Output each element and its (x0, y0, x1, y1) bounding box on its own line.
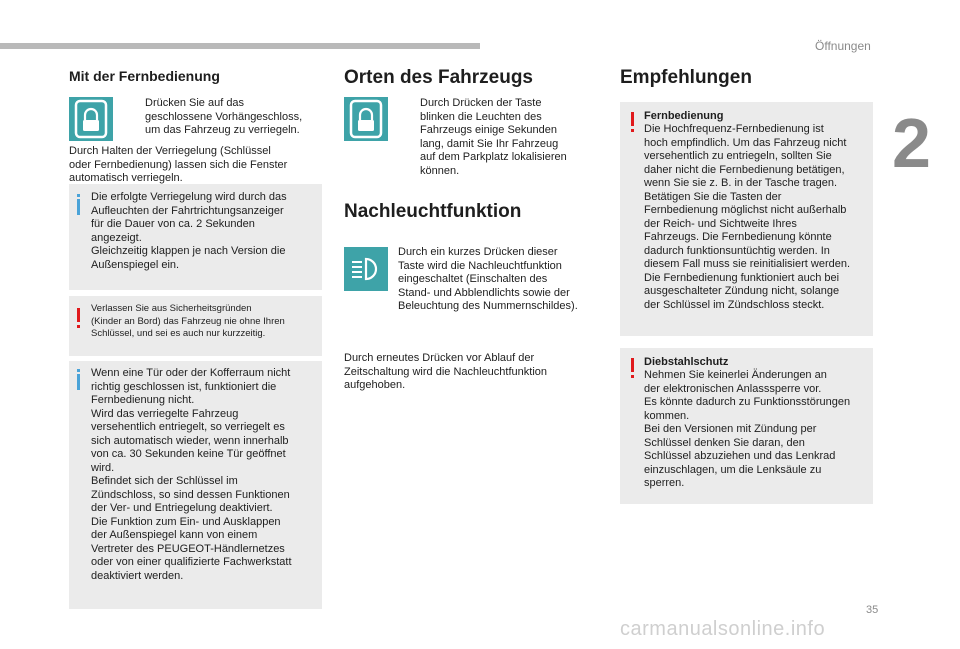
box-text-remote: Die Hochfrequenz-Fernbedienung ist hoch empfindlich. Um das Fahrzeug nicht versehentlich zu entriegeln, sollten Sie daher nicht die Fernbedienung betätigen, wenn Sie sie z. B. in der Tasche tragen. Betätigen Sie die Tasten der Fernbedienung möglichst nicht außerhalb der Reich- und Sichtweite Ihres Fahrzeugs. Die Fernbedienung könnte dadurch funktionsuntüchtig werden. In diesem Fall muss sie reinitialisiert werden. Die Fernbedienung funktioniert auch bei ausgeschalteter Zündung nicht, solange der Schlüssel im Zündschloss steckt. (644, 123, 851, 311)
warning-icon (631, 358, 634, 372)
box-title-remote: Fernbedienung (644, 110, 724, 122)
box-text-immobiliser: Nehmen Sie keinerlei Änderungen an der elektronischen Anlasssperre vor. Es könnte dadurch zu Funktionsstörungen kommen. Bei den Versionen mit Zündung per Schlüssel denken Sie daran, den Schlüssel abzuziehen und das Lenkrad einzuschlagen, um die Lenksäule zu sperren. (644, 369, 851, 489)
headlight-icon (344, 247, 388, 291)
lock-button-tile-2 (344, 97, 388, 141)
paragraph-cancel: Durch erneutes Drücken vor Ablauf der Zeitschaltung wird die Nachleuchtfunktion aufgehoben. (344, 352, 548, 391)
paragraph-window-lock: Durch Halten der Verriegelung (Schlüssel oder Fernbedienung) lassen sich die Fenster automatisch verriegeln. (69, 145, 288, 184)
page-number: 35 (866, 604, 879, 616)
heading-remote: Mit der Fernbedienung (69, 68, 220, 84)
padlock-icon (69, 97, 113, 141)
section-title: Öffnungen (815, 39, 871, 53)
info-text-2: Wenn eine Tür oder der Kofferraum nicht richtig geschlossen ist, funktioniert die Fernbedienung nicht. Wird das verriegelte Fahrzeug versehentlich entriegelt, so verriegelt es sich automatisch wieder, wenn innerhalb von ca. 30 Sekunden keine Tür geöffnet wird. Befindet sich der Schlüssel im Zündschloss, so sind dessen Funktionen der Ver- und Entriegelung deaktiviert. Die Funktion zum Ein- und Ausklappen der Außenspiegel kann von einem Vertreter des PEUGEOT-Händlernetzes oder von einer qualifizierte Fachwerkstatt deaktiviert werden. (91, 367, 292, 582)
warning-icon (77, 308, 80, 322)
warning-text: Verlassen Sie aus Sicherheitsgründen (Kinder an Bord) das Fahrzeug nie ohne Ihren Schlüssel, und sei es auch nur kurzzeitig. (91, 303, 285, 339)
warning-box-remote (620, 102, 873, 336)
chapter-number: 2 (892, 104, 931, 182)
warning-box-immobiliser (620, 348, 873, 504)
heading-follow-me: Nachleuchtfunktion (344, 201, 522, 222)
warning-icon (631, 112, 634, 126)
info-text: Die erfolgte Verriegelung wird durch das Aufleuchten der Fahrtrichtungsanzeiger für die Dauer von ca. 2 Sekunden angezeigt. Gleichzeitig klappen je nach Version die Außenspiegel ein. (91, 191, 287, 271)
header-rule (0, 43, 480, 49)
follow-me-text: Durch ein kurzes Drücken dieser Taste wird die Nachleuchtfunktion eingeschaltet (Einschalten des Stand- und Abblendlichts sowie der Beleuchtung des Nummernschildes). (398, 246, 578, 312)
watermark: carmanualsonline.info (620, 618, 826, 640)
info-box (69, 184, 322, 290)
heading-recommendations: Empfehlungen (620, 67, 752, 88)
warning-box (69, 296, 322, 356)
lock-button-tile (69, 97, 113, 141)
step-lock: Drücken Sie auf das geschlossene Vorhängeschloss, um das Fahrzeug zu verriegeln. (145, 97, 303, 136)
step-locate: Durch Drücken der Taste blinken die Leuchten des Fahrzeugs einige Sekunden lang, damit Sie Ihr Fahrzeug auf dem Parkplatz lokalisieren können. (420, 97, 567, 177)
info-icon (77, 199, 80, 215)
info-icon (77, 374, 80, 390)
lights-button-tile (344, 247, 388, 291)
box-title-immobiliser: Diebstahlschutz (644, 356, 729, 368)
info-box-2 (69, 361, 322, 609)
padlock-icon (344, 97, 388, 141)
heading-locate: Orten des Fahrzeugs (344, 67, 533, 88)
